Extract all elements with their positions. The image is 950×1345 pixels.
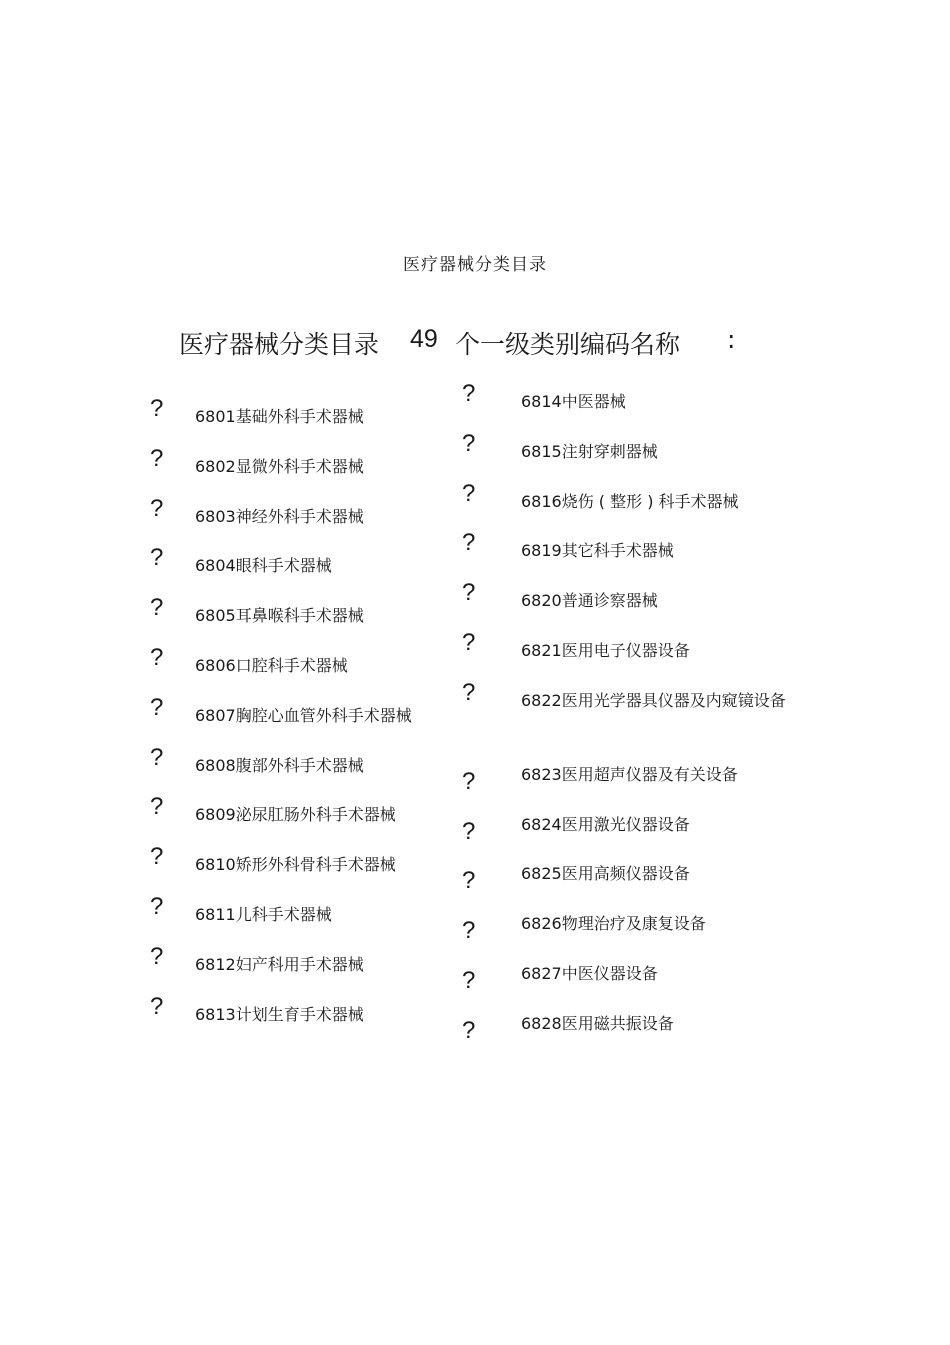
list-item bbox=[462, 903, 792, 953]
category-label: 6823医用超声仪器及有关设备 bbox=[521, 764, 738, 784]
bullet-glyph: ? bbox=[150, 494, 164, 522]
category-label: 6810矫形外科骨科手术器械 bbox=[195, 855, 396, 875]
category-label: 6826物理治疗及康复设备 bbox=[521, 914, 706, 934]
list-item bbox=[150, 893, 450, 943]
heading-colon: : bbox=[727, 325, 736, 354]
list-item bbox=[150, 445, 450, 495]
bullet-glyph: ? bbox=[462, 917, 476, 945]
list-item bbox=[150, 495, 450, 545]
heading-count: 49 bbox=[410, 325, 438, 353]
bullet-glyph: ? bbox=[462, 678, 476, 706]
category-label: 6804眼科手术器械 bbox=[195, 556, 332, 576]
category-label: 6802显微外科手术器械 bbox=[195, 456, 364, 476]
page-header-title: 医疗器械分类目录 bbox=[403, 255, 547, 275]
bullet-glyph: ? bbox=[462, 579, 476, 607]
category-label: 6808腹部外科手术器械 bbox=[195, 755, 364, 775]
list-item bbox=[462, 579, 792, 629]
category-label: 6815注射穿刺器械 bbox=[521, 441, 658, 461]
bullet-glyph: ? bbox=[150, 892, 164, 920]
list-item bbox=[150, 544, 450, 594]
category-label: 6814中医器械 bbox=[521, 392, 626, 411]
bullet-glyph: ? bbox=[462, 767, 476, 795]
list-item bbox=[462, 430, 792, 480]
category-label: 6813计划生育手术器械 bbox=[195, 1004, 364, 1024]
catalog-heading bbox=[0, 325, 950, 365]
category-label: 6821医用电子仪器设备 bbox=[521, 640, 690, 660]
list-item bbox=[462, 953, 792, 1003]
list-item bbox=[462, 629, 792, 679]
bullet-glyph: ? bbox=[150, 843, 164, 871]
list-item bbox=[150, 843, 450, 893]
bullet-glyph: ? bbox=[150, 793, 164, 821]
bullet-glyph: ? bbox=[150, 992, 164, 1020]
bullet-glyph: ? bbox=[150, 743, 164, 771]
list-item bbox=[150, 395, 450, 445]
bullet-glyph: ? bbox=[462, 817, 476, 845]
bullet-glyph: ? bbox=[462, 479, 476, 507]
list-item bbox=[150, 744, 450, 794]
category-label: 6811儿科手术器械 bbox=[195, 904, 332, 924]
bullet-glyph: ? bbox=[462, 529, 476, 557]
list-item bbox=[150, 644, 450, 694]
bullet-glyph: ? bbox=[462, 966, 476, 994]
bullet-glyph: ? bbox=[462, 380, 476, 407]
heading-title: 医疗器械分类目录 bbox=[179, 330, 380, 359]
list-item bbox=[150, 694, 450, 744]
list-item bbox=[462, 380, 792, 430]
bullet-glyph: ? bbox=[150, 444, 164, 472]
category-label: 6806口腔科手术器械 bbox=[195, 655, 348, 675]
category-label: 6820普通诊察器械 bbox=[521, 591, 658, 611]
list-item bbox=[150, 594, 450, 644]
list-item bbox=[150, 993, 450, 1043]
left-category-list bbox=[150, 395, 450, 1042]
list-item bbox=[462, 480, 792, 530]
category-label: 6819其它科手术器械 bbox=[521, 541, 674, 561]
category-label: 6805耳鼻喉科手术器械 bbox=[195, 606, 364, 626]
list-item bbox=[462, 1003, 792, 1053]
category-label: 6828医用磁共振设备 bbox=[521, 1013, 674, 1033]
right-category-list bbox=[462, 380, 792, 1053]
bullet-glyph: ? bbox=[462, 429, 476, 457]
list-item bbox=[462, 804, 792, 854]
list-item bbox=[150, 943, 450, 993]
bullet-glyph: ? bbox=[150, 594, 164, 622]
list-item bbox=[462, 853, 792, 903]
category-label: 6801基础外科手术器械 bbox=[195, 407, 364, 426]
category-label: 6827中医仪器设备 bbox=[521, 963, 658, 983]
list-item bbox=[462, 529, 792, 579]
bullet-glyph: ? bbox=[150, 942, 164, 970]
list-item bbox=[150, 793, 450, 843]
category-label: 6822医用光学器具仪器及内窥镜设备 bbox=[521, 690, 786, 710]
category-label: 6807胸腔心血管外科手术器械 bbox=[195, 705, 412, 725]
list-item bbox=[462, 754, 792, 804]
bullet-glyph: ? bbox=[462, 867, 476, 895]
bullet-glyph: ? bbox=[462, 628, 476, 656]
bullet-glyph: ? bbox=[150, 544, 164, 572]
category-label: 6803神经外科手术器械 bbox=[195, 506, 364, 526]
category-label: 6825医用高频仪器设备 bbox=[521, 864, 690, 884]
category-label: 6809泌尿肛肠外科手术器械 bbox=[195, 805, 396, 825]
bullet-glyph: ? bbox=[150, 643, 164, 671]
bullet-glyph: ? bbox=[150, 395, 164, 422]
category-label: 6816烧伤 ( 整形 ) 科手术器械 bbox=[521, 491, 739, 511]
list-item bbox=[462, 679, 792, 754]
category-label: 6824医用激光仪器设备 bbox=[521, 814, 690, 834]
bullet-glyph: ? bbox=[150, 693, 164, 721]
bullet-glyph: ? bbox=[462, 1016, 476, 1044]
category-label: 6812妇产科用手术器械 bbox=[195, 954, 364, 974]
heading-subtitle: 个一级类别编码名称 bbox=[455, 330, 681, 359]
